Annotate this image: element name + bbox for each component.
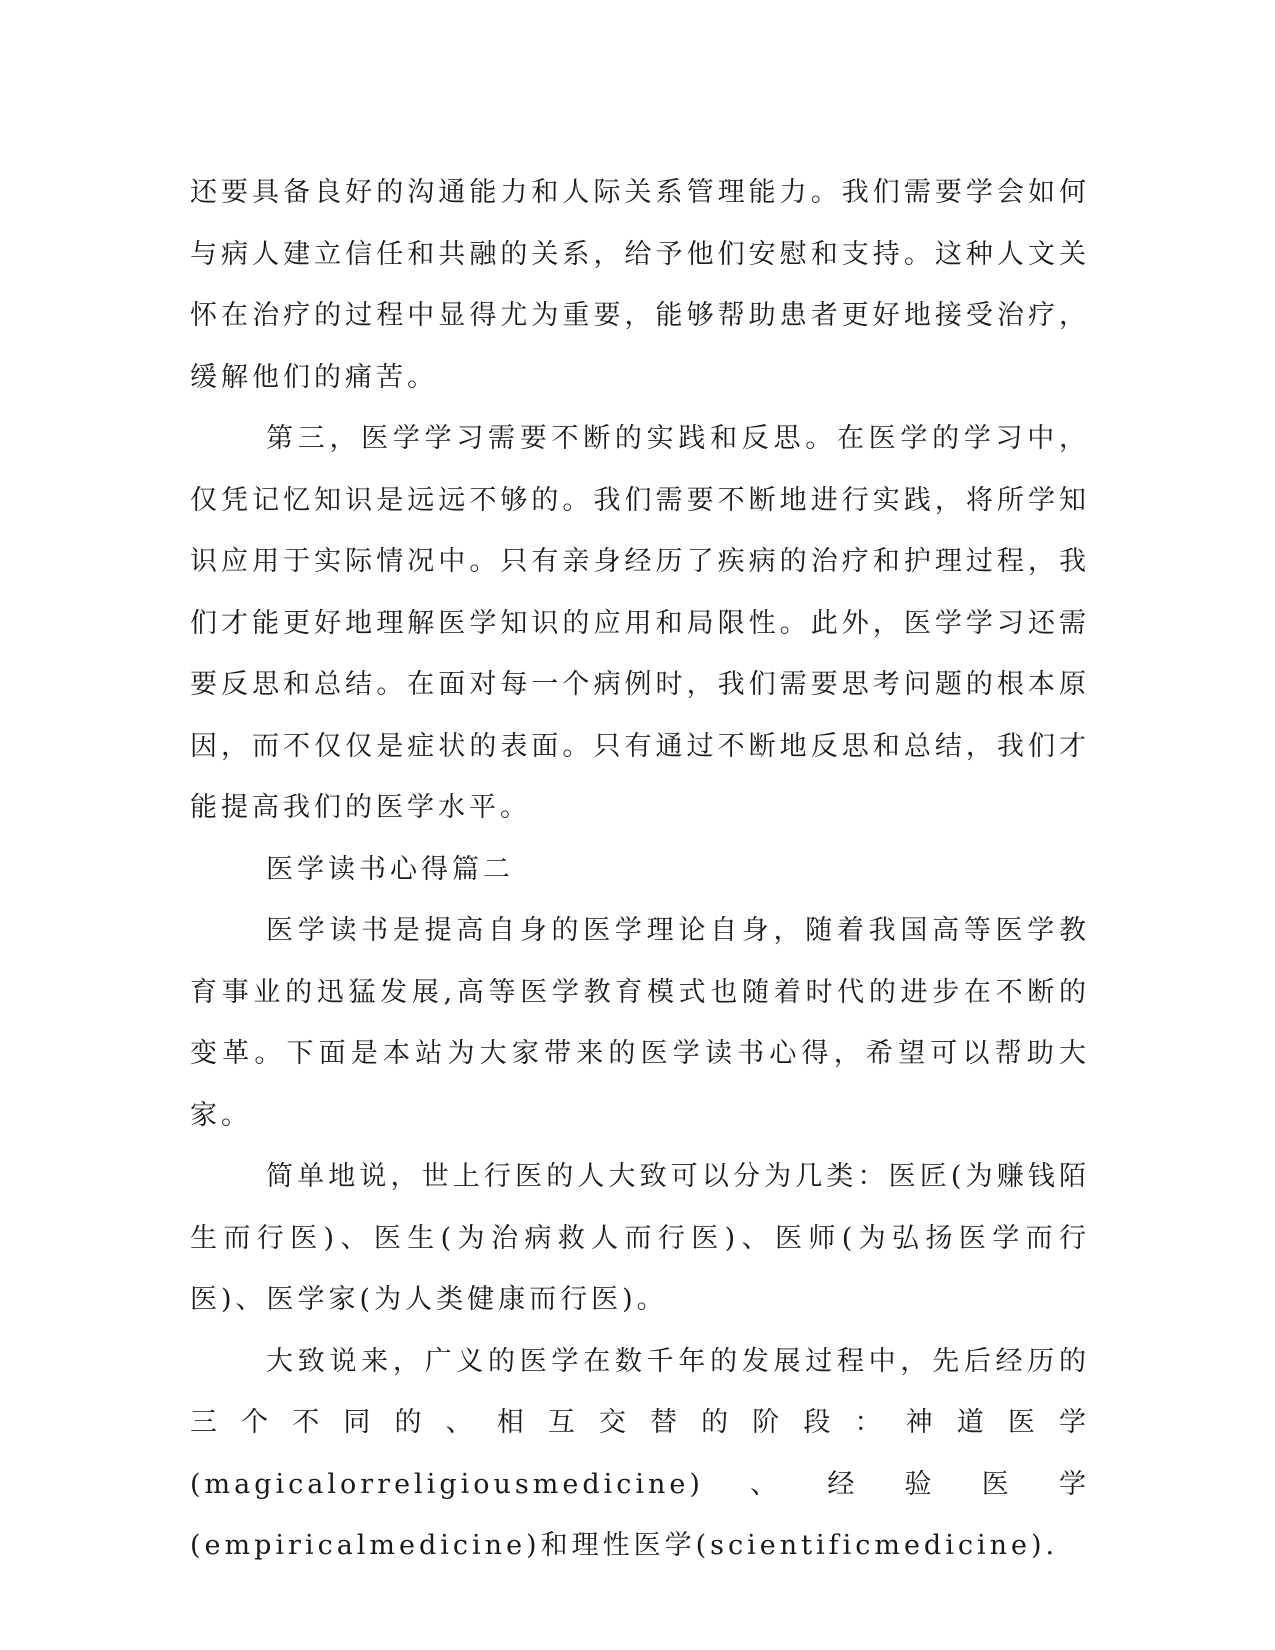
section-heading: 医学读书心得篇二: [266, 853, 514, 885]
paragraph-3: 医学读书是提高自身的医学理论自身，随着我国高等医学教育事业的迅猛发展,高等医学教育模式也随着时代的进步在不断的变革。下面是本站为大家带来的医学读书心得，希望可以帮助大家。: [190, 915, 1090, 1131]
paragraph-2: 第三，医学学习需要不断的实践和反思。在医学的学习中，仅凭记忆知识是远远不够的。我们需要不断地进行实践，将所学知识应用于实际情况中。只有亲身经历了疾病的治疗和护理过程，我们才能更好地理解医学知识的应用和局限性。此外，医学学习还需要反思和总结。在面对每一个病例时，我们需要思考问题的根本原因，而不仅仅是症状的表面。只有通过不断地反思和总结，我们才能提高我们的医学水平。: [190, 423, 1090, 823]
document-body: [190, 162, 1090, 1577]
paragraph-1: 还要具备良好的沟通能力和人际关系管理能力。我们需要学会如何与病人建立信任和共融的关系，给予他们安慰和支持。这种人文关怀在治疗的过程中显得尤为重要，能够帮助患者更好地接受治疗，缓解他们的痛苦。: [190, 177, 1090, 393]
paragraph-5: 大致说来，广义的医学在数千年的发展过程中，先后经历的三个不同的、相互交替的阶段：神道医学(magicalorreligiousmedicine)、经验医学(empiricalmedicine)和理性医学(scientificmedicine).: [190, 1345, 1090, 1561]
paragraph-4: 简单地说，世上行医的人大致可以分为几类：医匠(为赚钱陌生而行医)、医生(为治病救人而行医)、医师(为弘扬医学而行医)、医学家(为人类健康而行医)。: [190, 1161, 1090, 1315]
